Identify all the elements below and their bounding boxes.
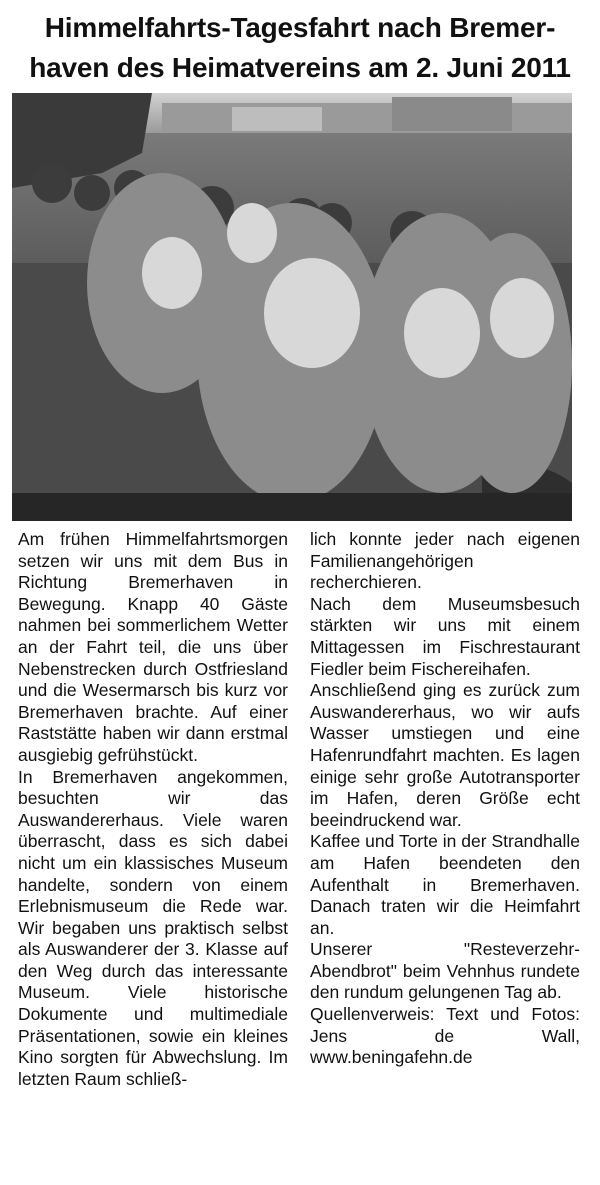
article-headline <box>10 8 590 88</box>
paragraph: Am frühen Himmelfahrtsmorgen setzen wir uns mit dem Bus in Richtung Bremerhaven in Bewegung. Knapp 40 Gäste nahmen bei sommerlichem Wetter an der Fahrt teil, die uns über Nebenstrecken durch Ostfriesland und die Wesermarsch bis kurz vor Bremerhaven brachte. Auf einer Raststätte haben wir dann erstmal ausgiebig gefrühstückt. <box>18 529 288 765</box>
text-column-left <box>18 529 288 1090</box>
paragraph: In Bremerhaven angekommen, besuchten wir das Auswandererhaus. Viele waren überrascht, dass es sich dabei nicht um ein klassisches Museum handelte, sondern von einem Erlebnismuseum die Rede war. Wir begaben uns praktisch selbst als Auswanderer der 3. Klasse auf den Weg durch das interessante Museum. Viele historische Dokumente und multimediale Präsentationen, sowie ein kleines Kino sorgten für Abwechslung. Im letzten Raum schließ- <box>18 766 288 1089</box>
article-photo <box>12 93 572 521</box>
paragraph: lich konnte jeder nach eigenen Familienangehörigen recherchieren. <box>310 529 580 593</box>
paragraph: Unserer "Resteverzehr-Abendbrot" beim Vehnhus rundete den rundum gelungenen Tag ab. <box>310 939 580 1003</box>
paragraph: Anschließend ging es zurück zum Auswandererhaus, wo wir aufs Wasser umstiegen und eine Hafenrundfahrt machten. Es lagen einige sehr große Autotransporter im Hafen, deren Größe echt beeindruckend war. <box>310 680 580 830</box>
text-column-right <box>310 529 580 1069</box>
headline-line-1: Himmelfahrts-Tagesfahrt nach Bremer- <box>44 12 556 43</box>
headline-line-2: haven des Heimatvereins am 2. Juni 2011 <box>29 52 571 83</box>
paragraph: Nach dem Museumsbesuch stärkten wir uns mit einem Mittagessen im Fischrestaurant Fiedler beim Fischereihafen. <box>310 593 580 679</box>
paragraph: Kaffee und Torte in der Strandhalle am Hafen beendeten den Aufenthalt in Bremerhaven. Danach traten wir die Heimfahrt an. <box>310 831 580 938</box>
source-note: Quellenverweis: Text und Fotos: Jens de Wall, www.beningafehn.de <box>310 1004 580 1068</box>
